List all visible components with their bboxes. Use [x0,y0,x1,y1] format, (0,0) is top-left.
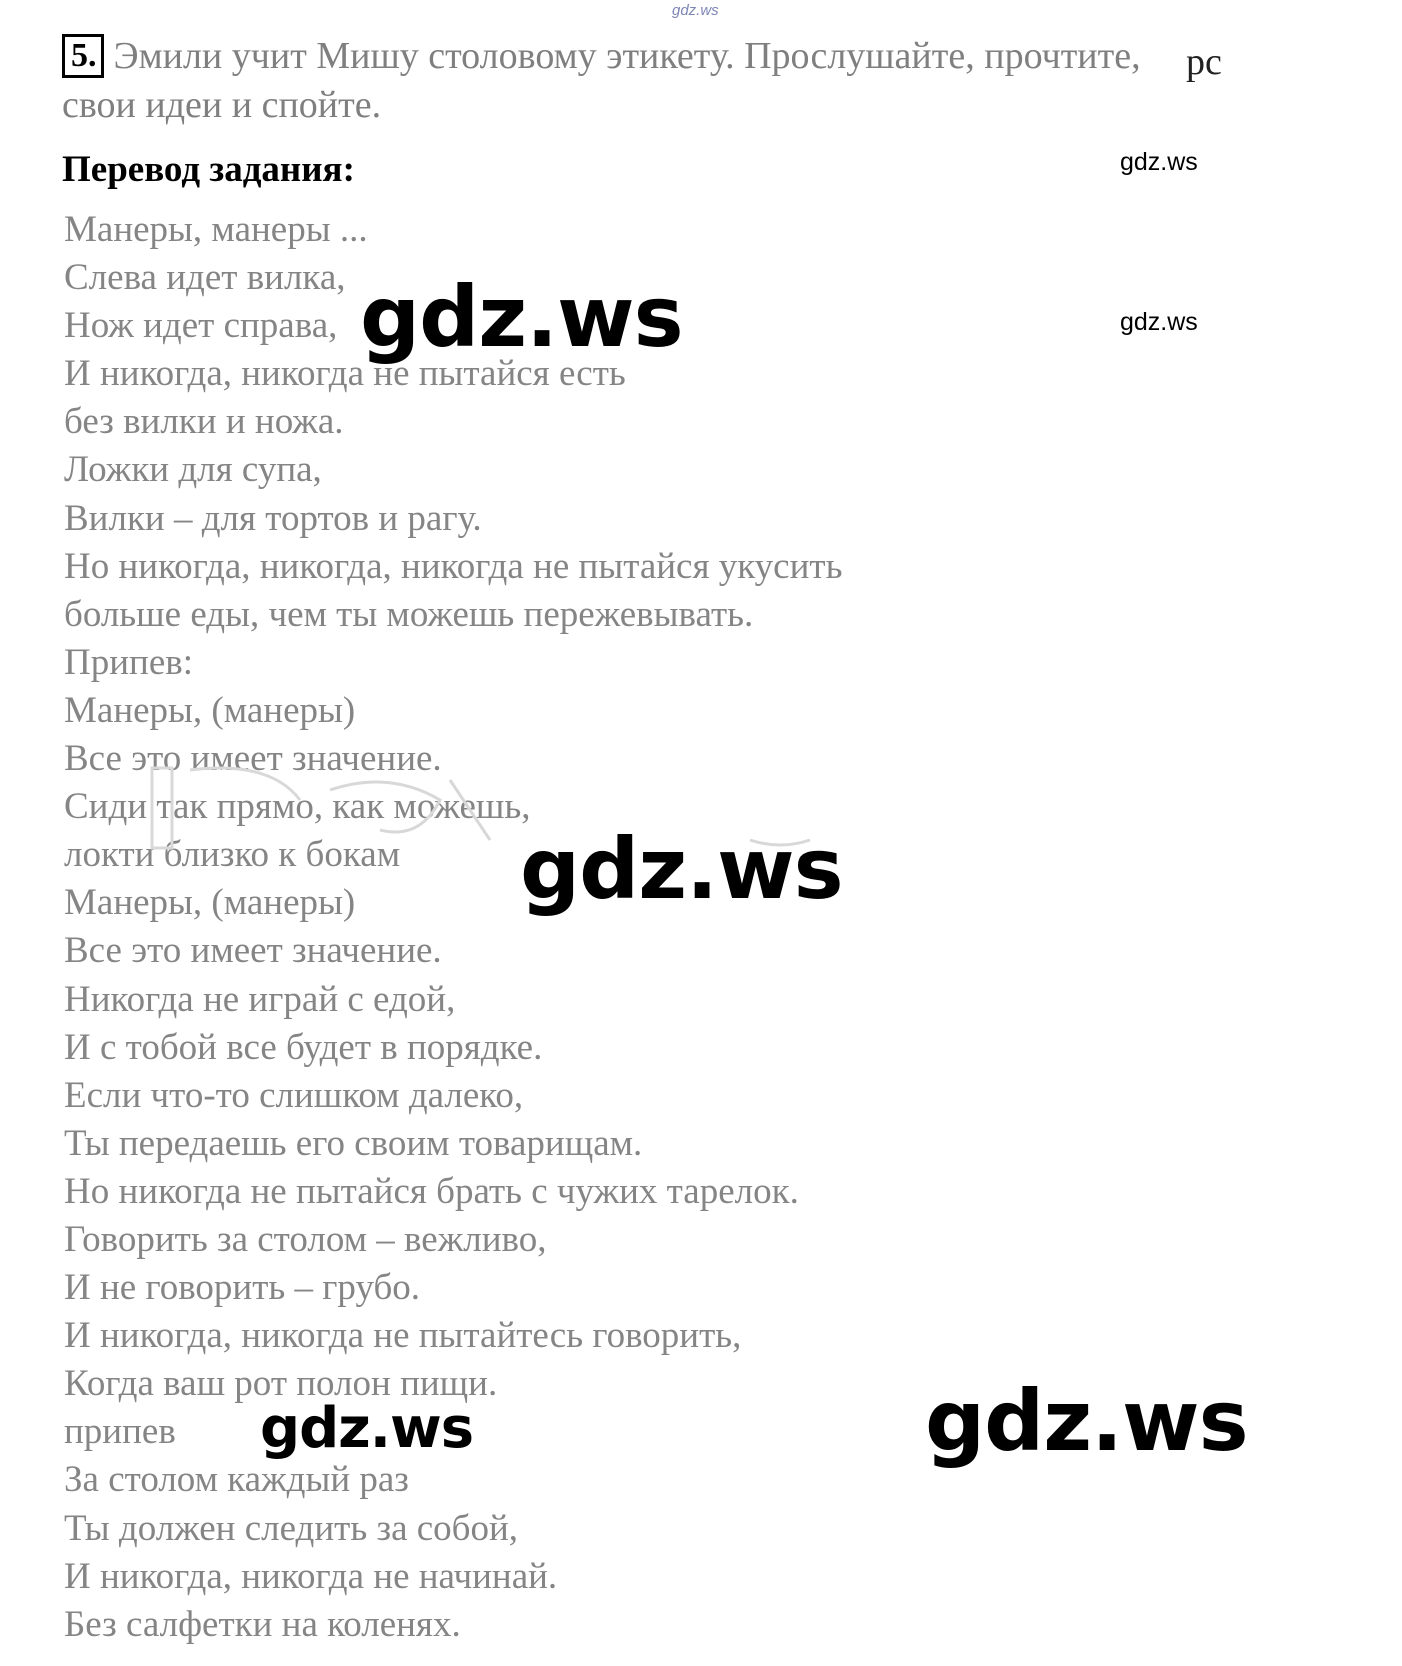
lyric-line: локти близко к бокам [64,834,401,876]
lyric-line: И с тобой все будет в порядке. [64,1026,543,1068]
lyric-line: Вилки – для тортов и рагу. [64,497,482,539]
lyric-line: больше еды, чем ты можешь пережевывать. [64,593,754,635]
lyric-line: За столом каждый раз [64,1459,409,1501]
watermark-medium-bottom: gdz.ws [260,1396,474,1461]
lyric-line: И не говорить – грубо. [64,1267,421,1309]
lyric-line: Припев: [64,641,193,683]
task-header [62,32,1222,130]
watermark-large-1: gdz.ws [360,268,683,366]
lyric-line: Манеры, манеры ... [64,209,368,250]
task-number-badge: 5. [62,34,104,78]
lyric-line: Все это имеет значение. [64,738,442,780]
lyric-line: Манеры, (манеры) [64,689,356,731]
lyric-line: И никогда, никогда не пытайтесь говорить, [64,1315,742,1357]
lyric-line: Все это имеет значение. [64,930,442,972]
lyric-line: без вилки и ножа. [64,401,344,443]
watermark-small-1: gdz.ws [1120,148,1198,176]
watermark-large-bottom-right: gdz.ws [925,1372,1248,1470]
lyric-line: Но никогда, никогда, никогда не пытайся укусить [64,545,843,587]
lyric-line: Манеры, (манеры) [64,882,356,924]
top-watermark: gdz.ws [672,2,719,19]
section-title: Перевод задания: [62,149,355,190]
watermark-small-2: gdz.ws [1120,308,1198,336]
lyric-line: Но никогда не пытайся брать с чужих тарелок. [64,1170,799,1212]
lyric-line: Когда ваш рот полон пищи. [64,1363,498,1405]
lyric-line: Никогда не играй с едой, [64,978,456,1020]
lyric-line: Без салфетки на коленях. [64,1603,461,1645]
lyric-line: Ложки для супа, [64,449,322,491]
lyric-line: Ты должен следить за собой, [64,1507,519,1549]
lyric-line: И никогда, никогда не начинай. [64,1555,558,1597]
lyric-line: Ты передаешь его своим товарищам. [64,1122,643,1164]
task-overlap-fragment: рс [1186,41,1222,83]
lyric-line: Говорить за столом – вежливо, [64,1218,547,1260]
lyric-line: припев [64,1411,176,1453]
lyric-line: Слева идет вилка, [64,257,346,299]
lyric-line: Если что-то слишком далеко, [64,1074,524,1116]
lyric-line: И никогда, никогда не пытайся есть [64,353,626,395]
task-text: Эмили учит Мишу столовому этикету. Прослушайте, прочтите, свои идеи и спойте. [62,35,1141,126]
watermark-large-2: gdz.ws [520,820,843,918]
lyric-line: Нож идет справа, [64,305,338,347]
lyric-line: Сиди так прямо, как можешь, [64,786,531,828]
